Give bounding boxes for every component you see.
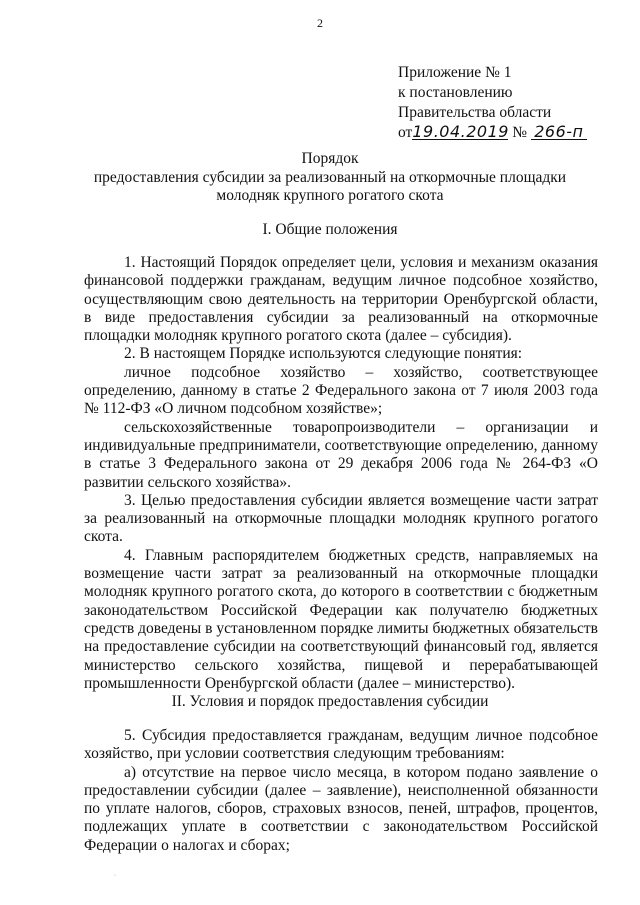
- handwritten-number: 266-п: [531, 124, 587, 140]
- document-title: Порядок: [301, 150, 359, 167]
- handwritten-date: 19.04.2019: [412, 122, 509, 141]
- paragraph: 1. Настоящий Порядок определяет цели, условия и механизм оказания финансовой поддержки гражданам, ведущим личное подсобное хозяйство, осуществляющим свою деятельность на территории Оренбургской области, в виде предоставления субсидии за реализованный на откормочные площадки молодняк крупного рогатого скота (далее – субсидия).: [84, 254, 598, 345]
- appendix-date-line: [398, 123, 587, 143]
- section-2-body: [84, 727, 598, 855]
- appendix-block: [398, 63, 587, 143]
- paragraph: 5. Субсидия предоставляется гражданам, ведущим личное подсобное хозяйство, при условии соответствия следующим требованиям:: [84, 727, 598, 763]
- document-subtitle-line-1: предоставления субсидии за реализованный на откормочные площадки: [93, 169, 567, 186]
- page-number: 2: [317, 16, 323, 30]
- paragraph: 4. Главным распорядителем бюджетных средств, направляемых на возмещение части затрат за реализованный на откормочные площадки молодняк крупного рогатого скота, до которого в соответствии с бюджетным законодательством Российской Федерации как получателю бюджетных средств доведены в установленном порядке лимиты бюджетных обязательств на предоставление субсидии на соответствующий финансовый год, является министерство сельского хозяйства, пищевой и перерабатывающей промышленности Оренбургской области (далее – министерство).: [84, 546, 598, 692]
- appendix-line-3: Правительства области: [398, 104, 552, 121]
- document-subtitle-line-2: молодняк крупного рогатого скота: [216, 187, 444, 204]
- scan-speck: ·: [114, 873, 116, 879]
- appendix-line-1: Приложение № 1: [398, 64, 512, 81]
- section-1-title: I. Общие положения: [262, 221, 398, 238]
- appendix-line-2: к постановлению: [398, 84, 513, 101]
- paragraph: 2. В настоящем Порядке используются следующие понятия:: [124, 345, 523, 363]
- section-2-title: II. Условия и порядок предоставления субсидии: [171, 693, 489, 710]
- date-prefix: от: [398, 124, 413, 141]
- paragraph: а) отсутствие на первое число месяца, в котором подано заявление о предоставлении субсидии (далее – заявление), неисполненной обязанности по уплате налогов, сборов, страховых взносов, пеней, штрафов, процентов, подлежащих уплате в соответствии с законодательством Российской Федерации о налогах и сборах;: [84, 763, 598, 854]
- paragraph: сельскохозяйственные товаропроизводители – организации и индивидуальные предприниматели, соответствующие определению, данному в статье 3 Федерального закона от 29 декабря 2006 года № 264-ФЗ «О развитии сельского хозяйства».: [84, 418, 598, 491]
- number-prefix: №: [512, 124, 527, 141]
- paragraph: 3. Целью предоставления субсидии является возмещение части затрат за реализованный на откормочные площадки молодняк крупного рогатого скота.: [84, 491, 598, 546]
- section-1-body: [84, 254, 598, 693]
- paragraph: личное подсобное хозяйство – хозяйство, соответствующее определению, данному в статье 2 Федерального закона от 7 июля 2003 года № 112-ФЗ «О личном подсобном хозяйстве»;: [84, 363, 598, 418]
